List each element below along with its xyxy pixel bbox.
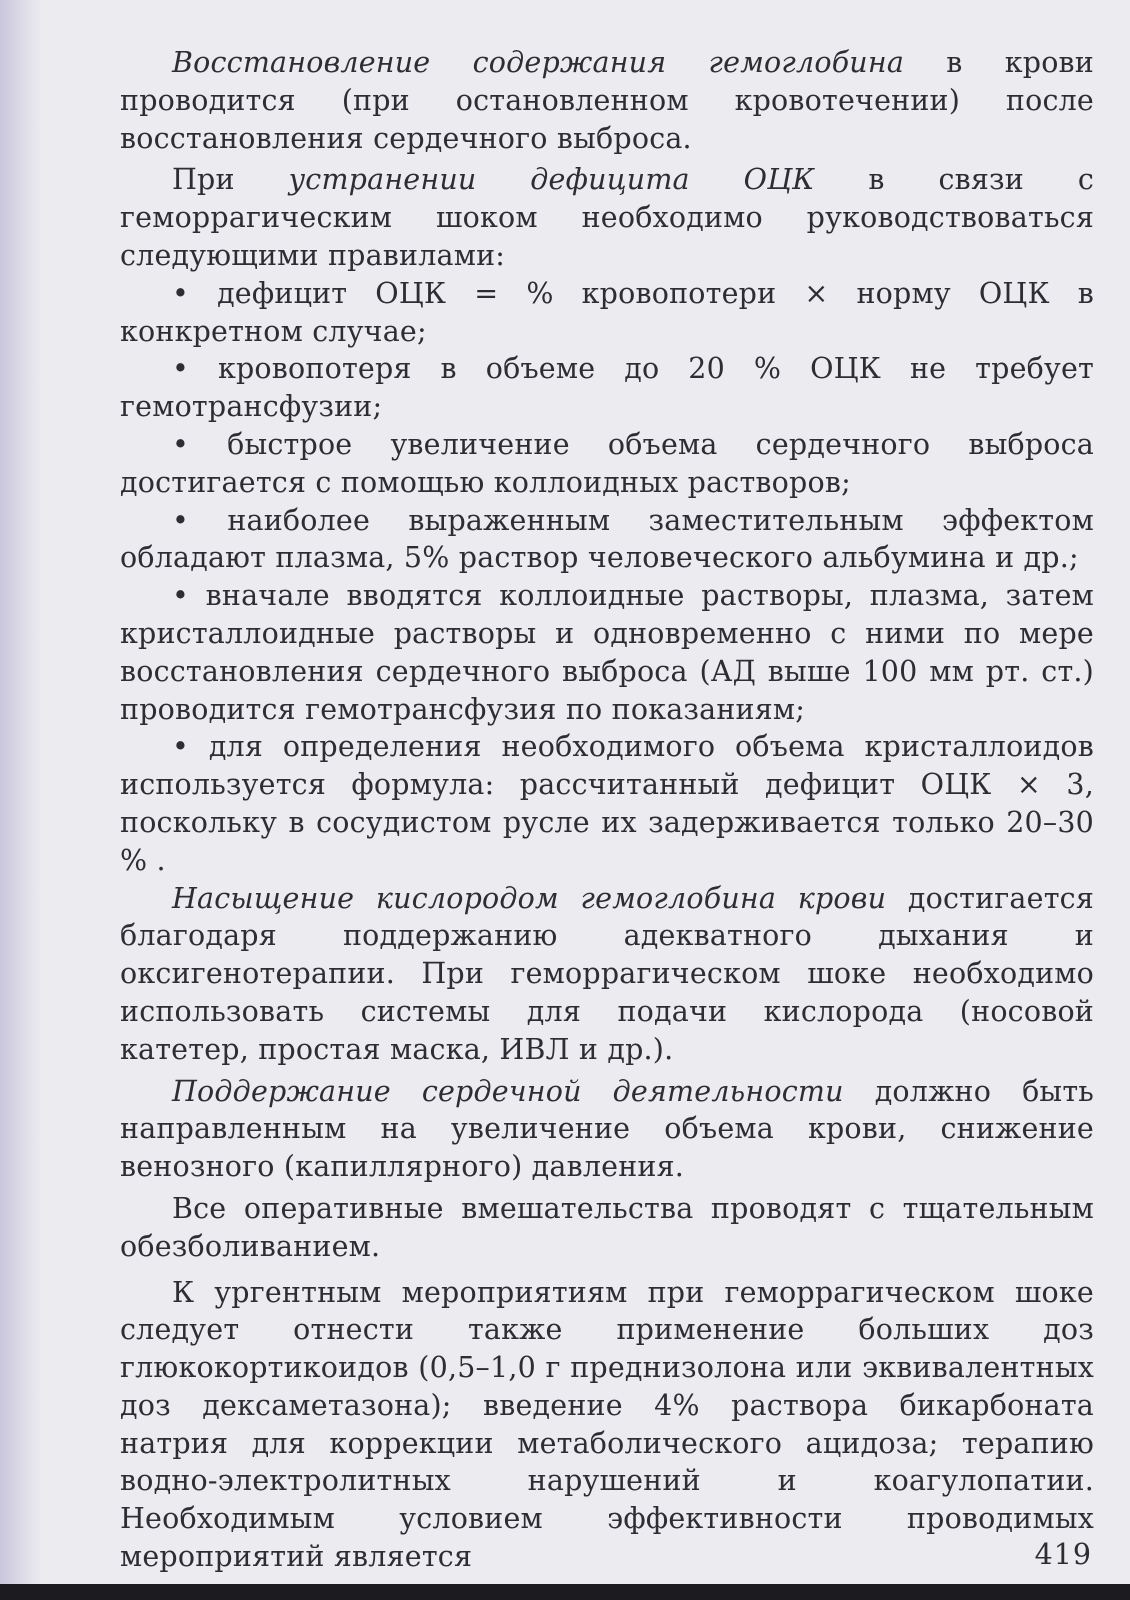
paragraph-urgent-measures: К ургентным мероприятиям при геморрагическом шоке следует отнести также применение больших доз глюкокортикоидов (0,5–1,0 г преднизолона или эквивалентных доз дексаметазона); введение 4% раствора бикарбоната натрия для коррекции метаболического ацидоза; терапию водно-электролитных нарушений и коагулопатии. Необходимым условием эффективности проводимых мероприятий является: [120, 1275, 1094, 1574]
list-item: • вначале вводятся коллоидные растворы, плазма, затем кристаллоидные растворы и одновременно с ними по мере восстановления сердечного выброса (АД выше 100 мм рт. ст.) проводится гемотрансфузия по показаниям;: [120, 579, 1095, 726]
emphasis: Насыщение кислородом гемоглобина крови: [172, 881, 887, 915]
bullet-icon: •: [172, 427, 190, 461]
list-item: • дефицит ОЦК = % кровопотери × норму ОЦК в конкретном случае;: [120, 276, 1094, 348]
paragraph-hemoglobin-restoration: Восстановление содержания гемоглобина в крови проводится (при остановленном кровотечении) после восстановления сердечного выброса.: [120, 46, 1094, 155]
scan-bottom-edge: [0, 1584, 1130, 1600]
bullet-icon: •: [172, 352, 190, 386]
list-item: • кровопотеря в объеме до 20 % ОЦК не требует гемотрансфузии;: [120, 352, 1094, 424]
list-item: • для определения необходимого объема кристаллоидов используется формула: рассчитанный дефицит ОЦК × 3, поскольку в сосудистом русле их задерживается только 20–30 % .: [120, 730, 1094, 877]
emphasis: Восстановление содержания гемоглобина: [172, 46, 905, 79]
list-item: • быстрое увеличение объема сердечного выброса достигается с помощью коллоидных растворов;: [120, 427, 1094, 499]
page-shadow-edge: [0, 0, 42, 1600]
emphasis: устранении дефицита ОЦК: [288, 163, 815, 197]
page-number: 419: [1034, 1538, 1092, 1571]
bullet-icon: •: [172, 503, 190, 537]
bullet-icon: •: [172, 730, 190, 764]
paragraph-surgery: Все оперативные вмешательства проводят с тщательным обезболиванием.: [120, 1191, 1094, 1263]
page-body: [120, 44, 1094, 1576]
paragraph-oxygen-saturation: Насыщение кислородом гемоглобина крови достигается благодаря поддержанию адекватного дыхания и оксигенотерапии. При геморрагическом шоке необходимо использовать системы для подачи кислорода (носовой катетер, простая маска, ИВЛ и др.).: [120, 881, 1094, 1066]
list-item: • наиболее выраженным заместительным эффектом обладают плазма, 5% раствор человеческого альбумина и др.;: [120, 503, 1094, 575]
bullet-icon: •: [172, 276, 190, 310]
bullet-icon: •: [172, 579, 190, 613]
paragraph-cardiac-support: Поддержание сердечной деятельности должно быть направленным на увеличение объема крови, снижение венозного (капиллярного) давления.: [120, 1074, 1094, 1184]
paragraph-bcv-deficit: При устранении дефицита ОЦК в связи с геморрагическим шоком необходимо руководствоваться следующими правилами:: [120, 163, 1094, 272]
emphasis: Поддержание сердечной деятельности: [172, 1074, 844, 1108]
